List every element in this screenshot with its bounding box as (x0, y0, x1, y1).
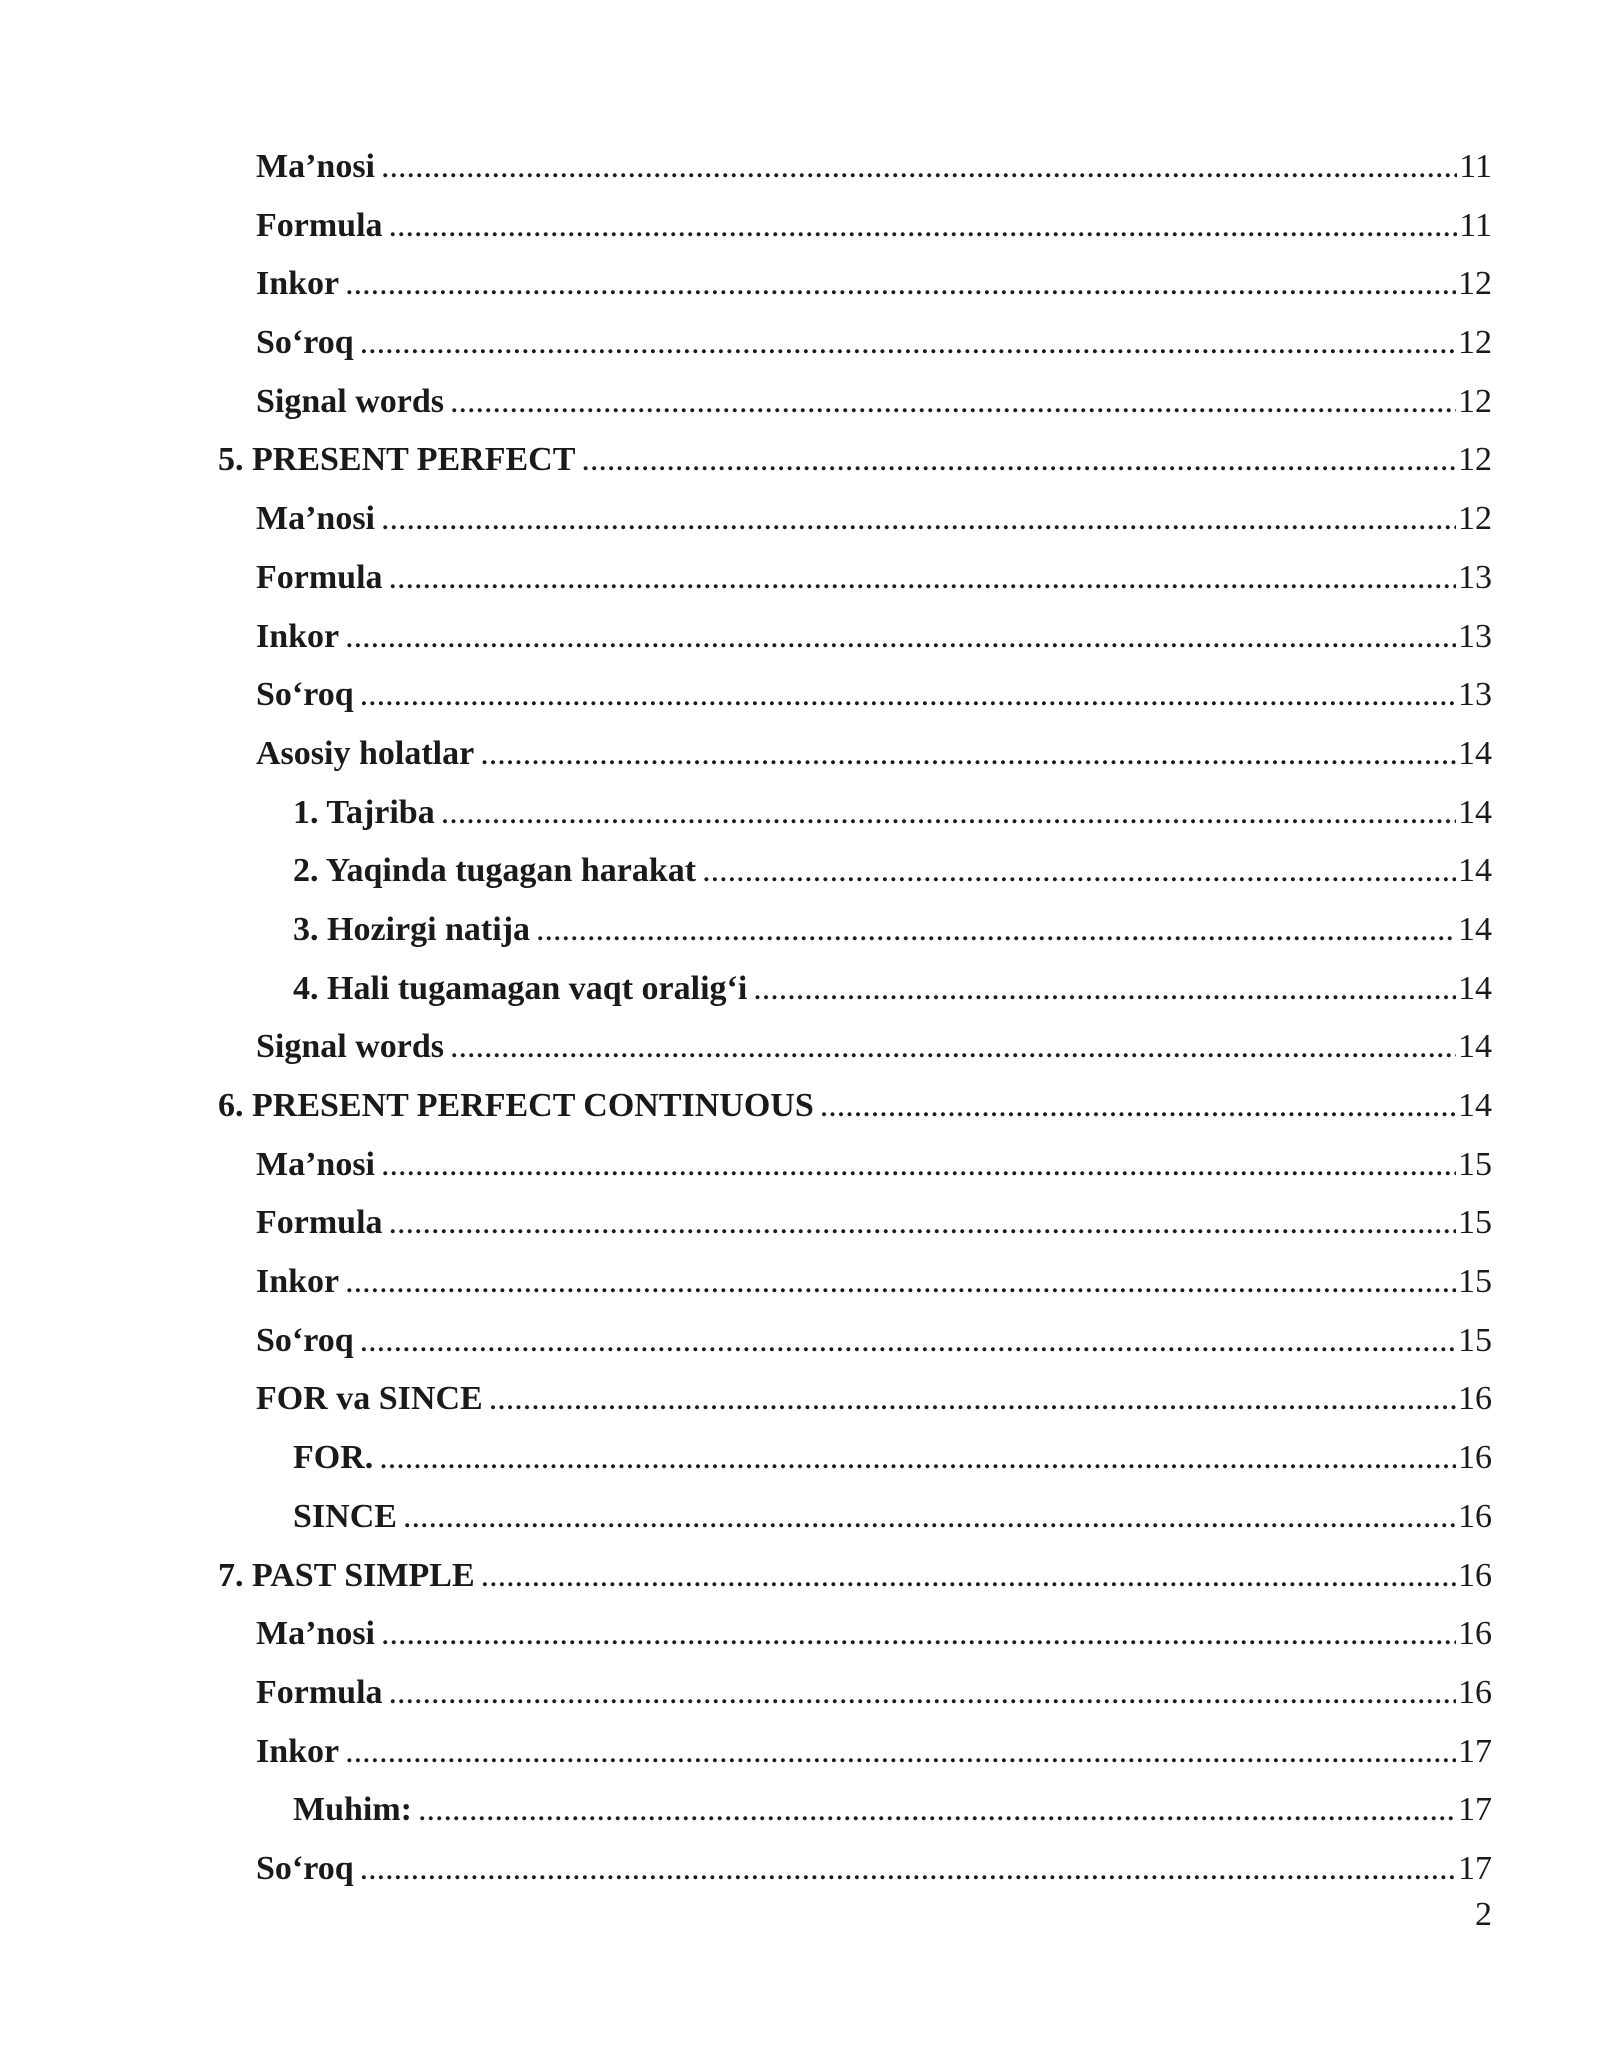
toc-entry[interactable] (218, 1429, 1492, 1488)
toc-entry-page-number: 13 (1458, 617, 1492, 655)
toc-entry[interactable] (218, 490, 1492, 549)
dot-leader (481, 1547, 1456, 1606)
toc-entry-page-number: 11 (1459, 148, 1492, 185)
dot-leader (403, 1488, 1456, 1547)
dot-leader (389, 549, 1456, 608)
toc-entry-label: Ma’nosi (256, 1145, 375, 1183)
dot-leader (389, 197, 1458, 256)
toc-entry[interactable] (218, 1781, 1492, 1840)
toc-entry-label: FOR. (293, 1439, 374, 1477)
toc-entry[interactable] (218, 1370, 1492, 1429)
toc-entry-page-number: 17 (1458, 1791, 1492, 1829)
toc-entry-label: Formula (256, 206, 383, 244)
toc-entry[interactable] (218, 138, 1492, 197)
toc-entry-label: 3. Hozirgi natija (293, 910, 531, 948)
toc-entry-label: 5. PRESENT PERFECT (218, 441, 576, 479)
toc-entry[interactable] (218, 1840, 1492, 1899)
toc-entry-page-number: 16 (1458, 1615, 1492, 1653)
toc-entry[interactable] (218, 1605, 1492, 1664)
toc-entry-label: 4. Hali tugamagan vaqt oralig‘i (293, 969, 748, 1007)
toc-entry-page-number: 14 (1458, 1087, 1492, 1124)
toc-entry-page-number: 16 (1458, 1380, 1492, 1418)
toc-entry-label: Signal words (256, 1028, 444, 1066)
toc-entry[interactable] (218, 1018, 1492, 1077)
toc-entry[interactable] (218, 373, 1492, 432)
dot-leader (480, 725, 1456, 784)
toc-entry-page-number: 13 (1458, 676, 1492, 714)
toc-entry-page-number: 14 (1458, 793, 1492, 831)
toc-entry[interactable] (218, 666, 1492, 725)
toc-entry-label: Inkor (256, 1732, 340, 1770)
dot-leader (820, 1077, 1456, 1136)
dot-leader (753, 960, 1456, 1019)
dot-leader (360, 666, 1456, 725)
toc-entry[interactable] (218, 255, 1492, 314)
toc-entry-page-number: 15 (1458, 1263, 1492, 1301)
dot-leader (418, 1781, 1456, 1840)
toc-entry-page-number: 14 (1458, 1028, 1492, 1066)
toc-entry-page-number: 12 (1458, 441, 1492, 479)
toc-entry[interactable] (218, 784, 1492, 843)
toc-entry[interactable] (218, 431, 1492, 490)
toc-entry[interactable] (218, 1077, 1492, 1136)
toc-entry-page-number: 17 (1458, 1849, 1492, 1887)
dot-leader (360, 314, 1456, 373)
toc-entry-label: Ma’nosi (256, 1615, 375, 1653)
toc-entry-label: Asosiy holatlar (256, 734, 475, 772)
dot-leader (581, 431, 1456, 490)
toc-entry[interactable] (218, 960, 1492, 1019)
toc-entry-page-number: 17 (1458, 1732, 1492, 1770)
dot-leader (450, 1018, 1456, 1077)
dot-leader (441, 784, 1456, 843)
toc-entry[interactable] (218, 901, 1492, 960)
toc-entry-page-number: 16 (1458, 1673, 1492, 1711)
dot-leader (345, 1723, 1456, 1782)
toc-entry-label: Inkor (256, 617, 340, 655)
toc-entry-page-number: 13 (1458, 558, 1492, 596)
dot-leader (381, 1136, 1456, 1195)
toc-entry[interactable] (218, 1488, 1492, 1547)
toc-entry-page-number: 15 (1458, 1204, 1492, 1242)
toc-entry-label: 7. PAST SIMPLE (218, 1556, 475, 1594)
toc-entry-page-number: 16 (1458, 1439, 1492, 1477)
dot-leader (345, 1253, 1456, 1312)
toc-entry-page-number: 12 (1458, 324, 1492, 362)
toc-entry[interactable] (218, 1547, 1492, 1606)
dot-leader (389, 1194, 1456, 1253)
toc-entry[interactable] (218, 314, 1492, 373)
dot-leader (536, 901, 1456, 960)
toc-entry[interactable] (218, 1253, 1492, 1312)
dot-leader (360, 1312, 1456, 1371)
toc-entry-page-number: 14 (1458, 734, 1492, 772)
dot-leader (379, 1429, 1456, 1488)
toc-entry-label: Ma’nosi (256, 500, 375, 538)
toc-entry-page-number: 15 (1458, 1145, 1492, 1183)
dot-leader (381, 138, 1457, 197)
dot-leader (381, 490, 1456, 549)
toc-entry-page-number: 11 (1459, 206, 1492, 244)
toc-entry-page-number: 15 (1458, 1321, 1492, 1359)
dot-leader (345, 255, 1456, 314)
dot-leader (360, 1840, 1456, 1899)
toc-entry-label: Formula (256, 1204, 383, 1242)
toc-entry[interactable] (218, 608, 1492, 667)
toc-entry-label: So‘roq (256, 1321, 354, 1359)
toc-entry-label: FOR va SINCE (256, 1380, 483, 1418)
dot-leader (345, 608, 1456, 667)
toc-entry-page-number: 14 (1458, 852, 1492, 890)
toc-entry-label: So‘roq (256, 324, 354, 362)
toc-entry[interactable] (218, 549, 1492, 608)
toc-entry[interactable] (218, 725, 1492, 784)
dot-leader (489, 1370, 1456, 1429)
toc-entry-label: Formula (256, 1673, 383, 1711)
toc-entry[interactable] (218, 1723, 1492, 1782)
toc-entry-page-number: 12 (1458, 265, 1492, 303)
toc-entry-page-number: 14 (1458, 969, 1492, 1007)
toc-entry-label: So‘roq (256, 1849, 354, 1887)
toc-entry-label: Formula (256, 558, 383, 596)
toc-entry[interactable] (218, 197, 1492, 256)
toc-entry[interactable] (218, 1664, 1492, 1723)
toc-entry[interactable] (218, 1312, 1492, 1371)
toc-entry[interactable] (218, 1194, 1492, 1253)
table-of-contents (218, 138, 1492, 1899)
toc-entry-label: So‘roq (256, 676, 354, 714)
toc-entry-label: 1. Tajriba (293, 793, 435, 831)
toc-entry-page-number: 14 (1458, 910, 1492, 948)
page-number: 2 (1475, 1896, 1492, 1933)
toc-entry-label: Ma’nosi (256, 148, 375, 185)
toc-entry-label: Signal words (256, 382, 444, 420)
dot-leader (450, 373, 1456, 432)
toc-entry[interactable] (218, 1136, 1492, 1195)
dot-leader (389, 1664, 1456, 1723)
toc-entry-page-number: 16 (1458, 1497, 1492, 1535)
toc-entry-page-number: 16 (1458, 1556, 1492, 1594)
toc-entry-page-number: 12 (1458, 500, 1492, 538)
dot-leader (702, 842, 1456, 901)
toc-entry-page-number: 12 (1458, 382, 1492, 420)
toc-entry-label: Inkor (256, 265, 340, 303)
toc-entry-label: Muhim: (293, 1791, 412, 1829)
toc-entry[interactable] (218, 842, 1492, 901)
dot-leader (381, 1605, 1456, 1664)
toc-entry-label: Inkor (256, 1263, 340, 1301)
toc-entry-label: 2. Yaqinda tugagan harakat (293, 852, 697, 890)
toc-entry-label: 6. PRESENT PERFECT CONTINUOUS (218, 1087, 814, 1124)
toc-entry-label: SINCE (293, 1497, 397, 1535)
